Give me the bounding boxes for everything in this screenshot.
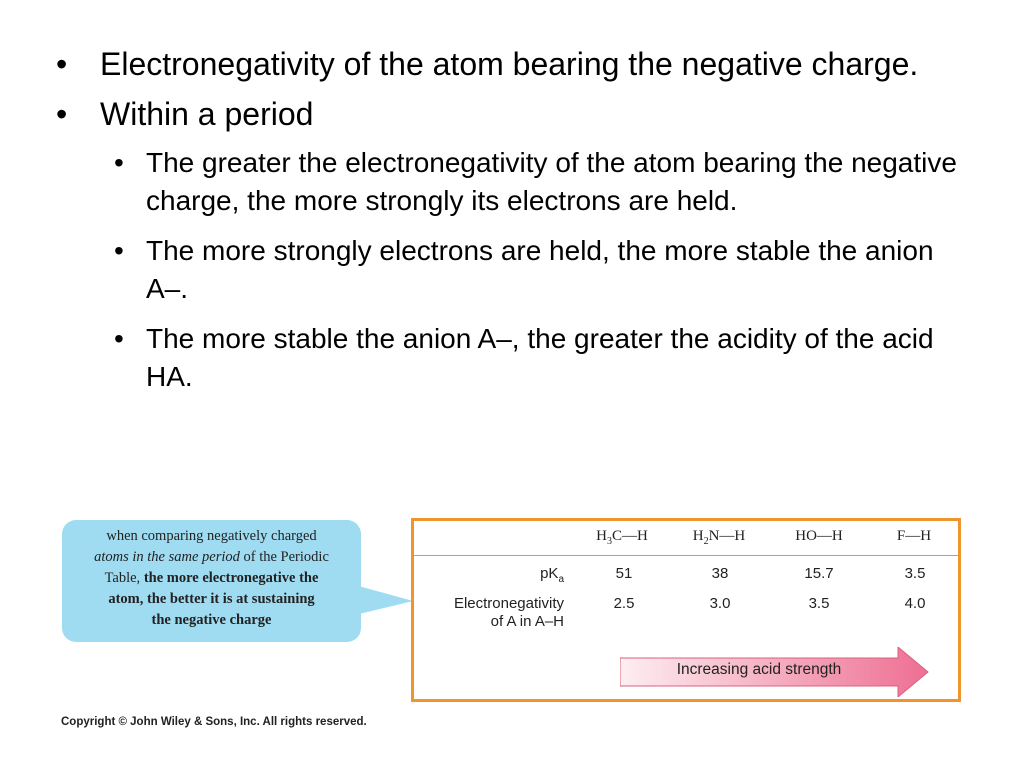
pka-value: 51 (615, 565, 633, 582)
callout-line-2-rest: of the Periodic (239, 549, 329, 565)
acidity-table (411, 518, 961, 702)
bullet-marker: • (114, 235, 124, 266)
callout-bold-1: the more electronegative the (143, 570, 319, 586)
pka-value: 3.5 (904, 565, 926, 582)
sub-bullet-text: The greater the electronegativity of the atom bearing the negative charge, the more strongly its electrons are held. (146, 147, 957, 216)
callout-text (62, 526, 361, 631)
bullet-marker: • (56, 96, 68, 132)
sub-bullet-text: The more stable the anion A–, the greater the acidity of the acid HA. (146, 323, 934, 392)
callout-bold-2: atom, the better it is at sustaining (108, 591, 315, 607)
callout-line-3 (62, 568, 361, 589)
header-divider (414, 555, 958, 556)
bullet-text: Within a period (100, 96, 314, 132)
callout-pointer (355, 585, 415, 615)
header-ch3: $H_3C—H$ (596, 528, 648, 547)
copyright-notice: Copyright © John Wiley & Sons, Inc. All rights reserved. (61, 716, 367, 728)
en-value: 3.0 (709, 595, 731, 612)
bullet-marker: • (114, 323, 124, 354)
header-nh2: $H_2N—H$ (692, 528, 746, 547)
pka-label: $pK_a$ (540, 565, 564, 585)
callout-line-2 (62, 547, 361, 568)
sub-bullet-2 (100, 232, 976, 308)
callout-line-3-plain: Table, (104, 570, 144, 586)
callout-box (62, 520, 361, 642)
electronegativity-label: Electronegativity of A in A–H (453, 595, 564, 630)
en-value: 4.0 (904, 595, 926, 612)
sub-bullet-1 (100, 144, 976, 220)
callout-italic: atoms in the same period (94, 549, 240, 565)
callout-line-5 (62, 610, 361, 631)
header-fh: F—H (896, 528, 932, 544)
header-oh: HO—H (795, 528, 843, 544)
sub-bullet-text: The more strongly electrons are held, the more stable the anion A–. (146, 235, 934, 304)
bullet-list (56, 44, 976, 408)
bullet-electronegativity (56, 44, 976, 84)
callout-line-1: when comparing negatively charged (106, 528, 317, 544)
en-value: 3.5 (808, 595, 830, 612)
bullet-marker: • (56, 46, 68, 82)
pka-value: 38 (711, 565, 729, 582)
en-value: 2.5 (613, 595, 635, 612)
sub-bullet-3 (100, 320, 976, 396)
arrow-label: Increasing acid strength (676, 661, 842, 678)
callout-line-4 (62, 589, 361, 610)
bullet-text: Electronegativity of the atom bearing the negative charge. (100, 46, 919, 82)
callout-bold-3: the negative charge (151, 612, 272, 628)
bullet-within-period (56, 94, 976, 134)
pka-value: 15.7 (804, 565, 834, 582)
bullet-marker: • (114, 147, 124, 178)
